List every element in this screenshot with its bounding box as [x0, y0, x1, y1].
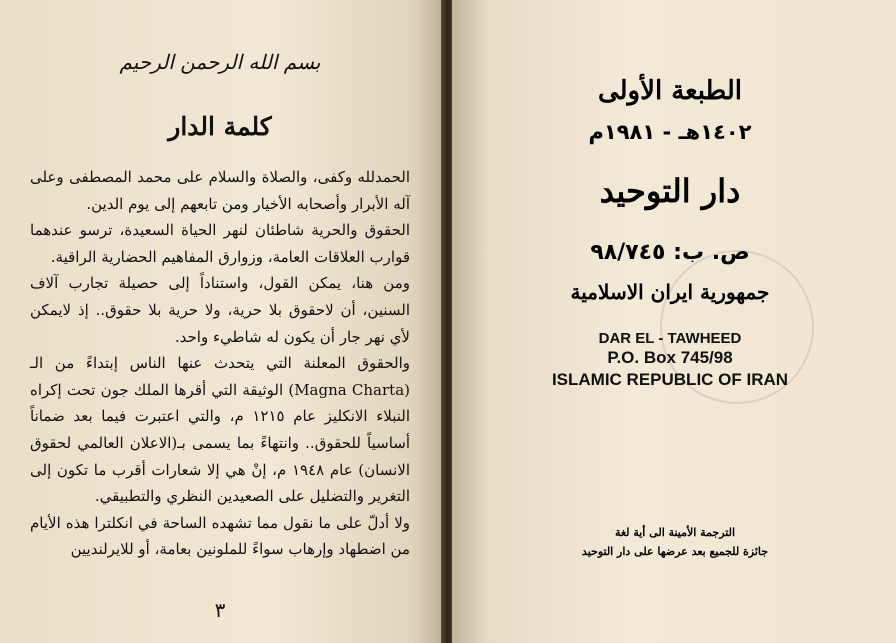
po-box-english: P.O. Box 745/98	[607, 348, 733, 367]
translation-note-line-2: جائزة للجميع بعد عرضها على دار التوحيد	[581, 545, 769, 558]
publisher-name-arabic: دار التوحيد	[599, 172, 741, 210]
po-box-arabic: ص. ب: ٩٨/٧٤٥	[590, 240, 750, 265]
paragraph-2: الحقوق والحرية شاطئان لنهر الحياة السعيدة، ترسو عندهما قوارب العلاقات العامة، وزوارق المفاهيم الحضارية الراقية.	[30, 221, 410, 266]
publication-year: ١٤٠٢هـ - ١٩٨١م	[588, 120, 752, 144]
paragraph-5: ولا أدلّ على ما نقول مما تشهده الساحة في انكلترا هذه الأيام من اضطهاد وإرهاب سواءً للملونين بعامة، أو للايرلنديين	[30, 513, 410, 559]
country-english: ISLAMIC REPUBLIC OF IRAN	[551, 370, 789, 389]
publisher-name-english: DAR EL - TAWHEED	[598, 330, 742, 347]
basmala: بسم الله الرحمن الرحيم	[119, 50, 321, 74]
translation-note-line-1: الترجمة الأمينة الى أية لغة	[614, 526, 736, 539]
page-number: ٣	[214, 598, 226, 622]
paragraph-4: والحقوق المعلنة التي يتحدث عنها الناس إبتداءً من الـ (Magna Charta) الوثيقة التي أقرها الملك جون تحت إكراه النبلاء الانكليز عام ١٢١٥ م، والتي اعتبرت فيما بعد ضماناً أساسياً للحقوق.. وانتهاءً بما يسمى بـ(الاعلان العالمي لحقوق الانسان) عام ١٩٤٨ م، إنْ هي إلا شعارات أقرب ما تكون إلى التغرير والتضليل على الصعيدين النظري والتطبيقي.	[30, 354, 410, 506]
paragraph-1: الحمدلله وكفى، والصلاة والسلام على محمد المصطفى وعلى آله الأبرار وأصحابه الأخيار ومن تابعهم إلى يوم الدين.	[30, 168, 410, 213]
left-page	[0, 0, 447, 643]
paragraph-3: ومن هنا، يمكن القول، واستناداً إلى حصيلة تجارب آلاف السنين، أن لاحقوق بلا حرية، ولا حرية بلا حقوق.. إذ لايمكن لأي نهر جار أن يكون له شاطيء واحد.	[30, 274, 410, 346]
country-arabic: جمهورية ايران الاسلامية	[570, 280, 770, 304]
publisher-word-heading: كلمة الدار	[168, 112, 272, 141]
introduction-text	[30, 164, 410, 563]
edition-label: الطبعة الأولى	[597, 76, 743, 106]
